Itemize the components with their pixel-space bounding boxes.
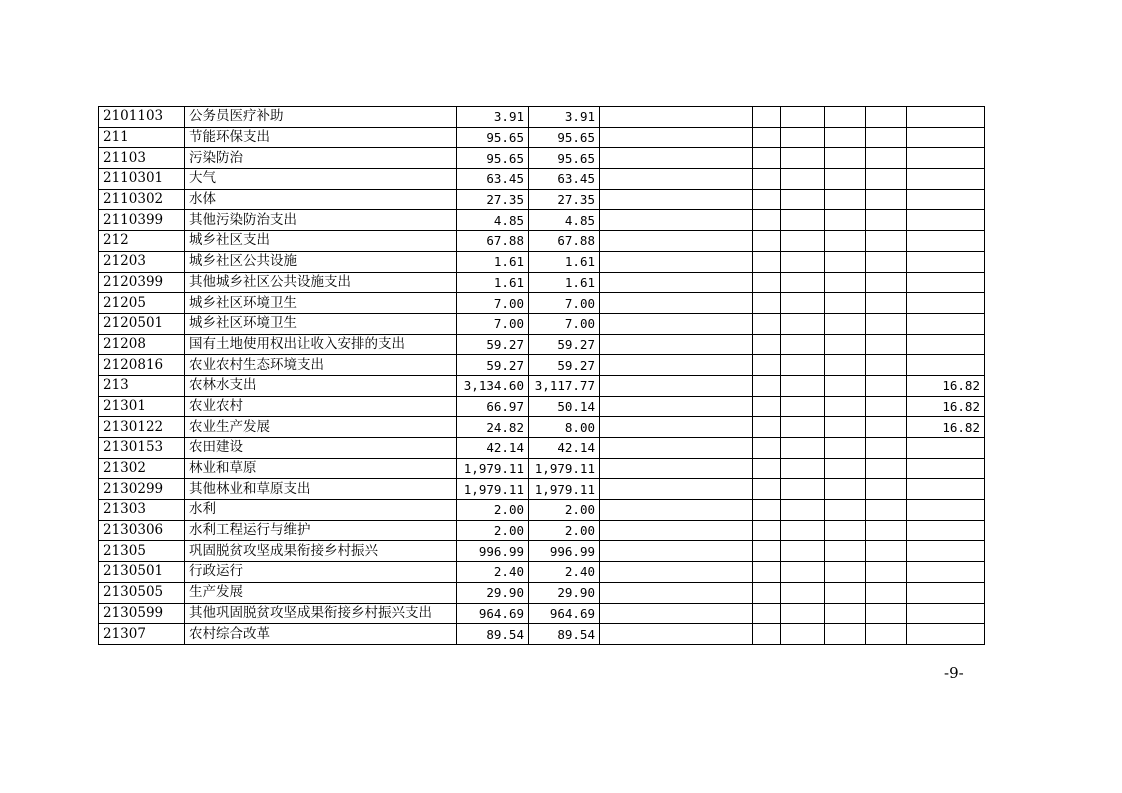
total-cell: 29.90 <box>457 582 529 603</box>
empty-cell <box>866 458 907 479</box>
name-cell: 城乡社区公共设施 <box>185 251 457 272</box>
table-row <box>99 582 985 603</box>
name-cell: 农业农村生态环境支出 <box>185 355 457 376</box>
empty-cell <box>866 541 907 562</box>
basic-cell: 63.45 <box>529 169 600 190</box>
name-cell: 国有土地使用权出让收入安排的支出 <box>185 334 457 355</box>
name-cell: 节能环保支出 <box>185 127 457 148</box>
empty-cell <box>866 375 907 396</box>
empty-cell <box>600 272 753 293</box>
empty-cell <box>866 189 907 210</box>
code-cell: 21305 <box>99 541 185 562</box>
empty-cell <box>753 169 781 190</box>
basic-cell: 27.35 <box>529 189 600 210</box>
other-cell: 16.82 <box>907 396 985 417</box>
empty-cell <box>866 272 907 293</box>
empty-cell <box>825 458 866 479</box>
empty-cell <box>753 189 781 210</box>
empty-cell <box>600 334 753 355</box>
total-cell: 7.00 <box>457 313 529 334</box>
basic-cell: 7.00 <box>529 313 600 334</box>
total-cell: 964.69 <box>457 603 529 624</box>
other-cell <box>907 500 985 521</box>
empty-cell <box>753 148 781 169</box>
total-cell: 59.27 <box>457 355 529 376</box>
total-cell: 3.91 <box>457 107 529 128</box>
empty-cell <box>600 500 753 521</box>
total-cell: 27.35 <box>457 189 529 210</box>
other-cell <box>907 251 985 272</box>
other-cell <box>907 169 985 190</box>
empty-cell <box>781 541 825 562</box>
basic-cell: 29.90 <box>529 582 600 603</box>
empty-cell <box>753 127 781 148</box>
basic-cell: 1,979.11 <box>529 458 600 479</box>
table-row <box>99 355 985 376</box>
empty-cell <box>600 355 753 376</box>
other-cell <box>907 438 985 459</box>
empty-cell <box>781 355 825 376</box>
basic-cell: 59.27 <box>529 334 600 355</box>
empty-cell <box>866 148 907 169</box>
code-cell: 2120399 <box>99 272 185 293</box>
empty-cell <box>825 582 866 603</box>
total-cell: 24.82 <box>457 417 529 438</box>
empty-cell <box>825 500 866 521</box>
table-row <box>99 479 985 500</box>
code-cell: 2110399 <box>99 210 185 231</box>
basic-cell: 1.61 <box>529 272 600 293</box>
empty-cell <box>825 251 866 272</box>
total-cell: 95.65 <box>457 127 529 148</box>
name-cell: 行政运行 <box>185 562 457 583</box>
name-cell: 生产发展 <box>185 582 457 603</box>
other-cell <box>907 127 985 148</box>
empty-cell <box>600 603 753 624</box>
code-cell: 2130501 <box>99 562 185 583</box>
total-cell: 1,979.11 <box>457 479 529 500</box>
budget-table <box>98 106 985 645</box>
table-row <box>99 231 985 252</box>
total-cell: 42.14 <box>457 438 529 459</box>
code-cell: 21103 <box>99 148 185 169</box>
name-cell: 林业和草原 <box>185 458 457 479</box>
other-cell <box>907 355 985 376</box>
total-cell: 4.85 <box>457 210 529 231</box>
table-body <box>99 107 985 645</box>
empty-cell <box>753 603 781 624</box>
basic-cell: 7.00 <box>529 293 600 314</box>
name-cell: 其他城乡社区公共设施支出 <box>185 272 457 293</box>
table-row <box>99 458 985 479</box>
total-cell: 95.65 <box>457 148 529 169</box>
code-cell: 2120816 <box>99 355 185 376</box>
empty-cell <box>825 210 866 231</box>
other-cell <box>907 582 985 603</box>
empty-cell <box>753 520 781 541</box>
empty-cell <box>781 189 825 210</box>
empty-cell <box>753 293 781 314</box>
basic-cell: 1,979.11 <box>529 479 600 500</box>
empty-cell <box>825 189 866 210</box>
other-cell <box>907 624 985 645</box>
empty-cell <box>781 417 825 438</box>
basic-cell: 4.85 <box>529 210 600 231</box>
empty-cell <box>781 624 825 645</box>
table-row <box>99 562 985 583</box>
other-cell <box>907 107 985 128</box>
empty-cell <box>825 438 866 459</box>
empty-cell <box>781 251 825 272</box>
code-cell: 21307 <box>99 624 185 645</box>
empty-cell <box>753 313 781 334</box>
empty-cell <box>781 169 825 190</box>
basic-cell: 95.65 <box>529 148 600 169</box>
total-cell: 3,134.60 <box>457 375 529 396</box>
table-row <box>99 272 985 293</box>
empty-cell <box>866 603 907 624</box>
empty-cell <box>825 334 866 355</box>
empty-cell <box>781 396 825 417</box>
basic-cell: 2.00 <box>529 500 600 521</box>
empty-cell <box>781 582 825 603</box>
empty-cell <box>753 375 781 396</box>
empty-cell <box>825 624 866 645</box>
other-cell <box>907 313 985 334</box>
table-row <box>99 127 985 148</box>
total-cell: 1,979.11 <box>457 458 529 479</box>
table-row <box>99 500 985 521</box>
empty-cell <box>600 479 753 500</box>
empty-cell <box>781 458 825 479</box>
table-row <box>99 189 985 210</box>
total-cell: 67.88 <box>457 231 529 252</box>
empty-cell <box>866 582 907 603</box>
code-cell: 2130122 <box>99 417 185 438</box>
code-cell: 21301 <box>99 396 185 417</box>
empty-cell <box>600 396 753 417</box>
empty-cell <box>781 562 825 583</box>
empty-cell <box>825 313 866 334</box>
total-cell: 2.40 <box>457 562 529 583</box>
empty-cell <box>753 272 781 293</box>
table-row <box>99 169 985 190</box>
empty-cell <box>600 417 753 438</box>
empty-cell <box>866 520 907 541</box>
table-row <box>99 417 985 438</box>
empty-cell <box>753 479 781 500</box>
empty-cell <box>866 355 907 376</box>
empty-cell <box>825 169 866 190</box>
basic-cell: 2.40 <box>529 562 600 583</box>
other-cell <box>907 272 985 293</box>
total-cell: 2.00 <box>457 520 529 541</box>
empty-cell <box>866 562 907 583</box>
name-cell: 城乡社区环境卫生 <box>185 293 457 314</box>
name-cell: 农业农村 <box>185 396 457 417</box>
code-cell: 2110302 <box>99 189 185 210</box>
empty-cell <box>753 562 781 583</box>
empty-cell <box>781 479 825 500</box>
total-cell: 996.99 <box>457 541 529 562</box>
other-cell <box>907 520 985 541</box>
code-cell: 212 <box>99 231 185 252</box>
empty-cell <box>600 169 753 190</box>
name-cell: 水体 <box>185 189 457 210</box>
empty-cell <box>825 107 866 128</box>
empty-cell <box>600 210 753 231</box>
other-cell: 16.82 <box>907 417 985 438</box>
empty-cell <box>753 334 781 355</box>
total-cell: 89.54 <box>457 624 529 645</box>
empty-cell <box>866 313 907 334</box>
empty-cell <box>825 127 866 148</box>
code-cell: 21303 <box>99 500 185 521</box>
table-row <box>99 334 985 355</box>
empty-cell <box>825 355 866 376</box>
empty-cell <box>600 148 753 169</box>
code-cell: 2101103 <box>99 107 185 128</box>
empty-cell <box>781 500 825 521</box>
empty-cell <box>825 375 866 396</box>
code-cell: 21205 <box>99 293 185 314</box>
basic-cell: 1.61 <box>529 251 600 272</box>
empty-cell <box>781 148 825 169</box>
empty-cell <box>866 231 907 252</box>
other-cell <box>907 189 985 210</box>
empty-cell <box>866 210 907 231</box>
basic-cell: 95.65 <box>529 127 600 148</box>
code-cell: 2120501 <box>99 313 185 334</box>
code-cell: 213 <box>99 375 185 396</box>
empty-cell <box>825 603 866 624</box>
basic-cell: 3,117.77 <box>529 375 600 396</box>
empty-cell <box>781 107 825 128</box>
empty-cell <box>866 396 907 417</box>
empty-cell <box>866 438 907 459</box>
empty-cell <box>781 231 825 252</box>
name-cell: 巩固脱贫攻坚成果衔接乡村振兴 <box>185 541 457 562</box>
basic-cell: 996.99 <box>529 541 600 562</box>
empty-cell <box>600 251 753 272</box>
empty-cell <box>753 541 781 562</box>
basic-cell: 964.69 <box>529 603 600 624</box>
name-cell: 污染防治 <box>185 148 457 169</box>
empty-cell <box>600 313 753 334</box>
page-number: -9- <box>944 664 964 682</box>
total-cell: 63.45 <box>457 169 529 190</box>
empty-cell <box>781 210 825 231</box>
name-cell: 农业生产发展 <box>185 417 457 438</box>
code-cell: 2130299 <box>99 479 185 500</box>
empty-cell <box>866 107 907 128</box>
empty-cell <box>753 210 781 231</box>
empty-cell <box>753 582 781 603</box>
other-cell <box>907 148 985 169</box>
empty-cell <box>753 417 781 438</box>
table-row <box>99 603 985 624</box>
basic-cell: 50.14 <box>529 396 600 417</box>
empty-cell <box>866 500 907 521</box>
empty-cell <box>753 500 781 521</box>
name-cell: 其他林业和草原支出 <box>185 479 457 500</box>
code-cell: 21208 <box>99 334 185 355</box>
name-cell: 城乡社区支出 <box>185 231 457 252</box>
other-cell <box>907 603 985 624</box>
other-cell: 16.82 <box>907 375 985 396</box>
empty-cell <box>866 479 907 500</box>
empty-cell <box>825 541 866 562</box>
name-cell: 农田建设 <box>185 438 457 459</box>
empty-cell <box>600 189 753 210</box>
empty-cell <box>753 438 781 459</box>
empty-cell <box>600 624 753 645</box>
empty-cell <box>753 458 781 479</box>
code-cell: 21302 <box>99 458 185 479</box>
empty-cell <box>781 438 825 459</box>
table-row <box>99 148 985 169</box>
empty-cell <box>866 624 907 645</box>
empty-cell <box>825 520 866 541</box>
other-cell <box>907 210 985 231</box>
empty-cell <box>600 458 753 479</box>
code-cell: 2130505 <box>99 582 185 603</box>
empty-cell <box>600 582 753 603</box>
empty-cell <box>753 396 781 417</box>
total-cell: 66.97 <box>457 396 529 417</box>
name-cell: 水利 <box>185 500 457 521</box>
empty-cell <box>781 127 825 148</box>
table-row <box>99 375 985 396</box>
empty-cell <box>825 417 866 438</box>
table-row <box>99 107 985 128</box>
empty-cell <box>600 107 753 128</box>
table-row <box>99 210 985 231</box>
other-cell <box>907 334 985 355</box>
other-cell <box>907 293 985 314</box>
empty-cell <box>781 334 825 355</box>
table-row <box>99 251 985 272</box>
empty-cell <box>600 520 753 541</box>
name-cell: 农村综合改革 <box>185 624 457 645</box>
table-row <box>99 313 985 334</box>
name-cell: 其他污染防治支出 <box>185 210 457 231</box>
basic-cell: 42.14 <box>529 438 600 459</box>
empty-cell <box>600 231 753 252</box>
other-cell <box>907 541 985 562</box>
name-cell: 水利工程运行与维护 <box>185 520 457 541</box>
empty-cell <box>600 293 753 314</box>
empty-cell <box>825 479 866 500</box>
basic-cell: 8.00 <box>529 417 600 438</box>
name-cell: 城乡社区环境卫生 <box>185 313 457 334</box>
code-cell: 2130306 <box>99 520 185 541</box>
empty-cell <box>866 334 907 355</box>
total-cell: 59.27 <box>457 334 529 355</box>
basic-cell: 59.27 <box>529 355 600 376</box>
empty-cell <box>781 313 825 334</box>
code-cell: 2130599 <box>99 603 185 624</box>
name-cell: 其他巩固脱贫攻坚成果衔接乡村振兴支出 <box>185 603 457 624</box>
empty-cell <box>600 438 753 459</box>
total-cell: 1.61 <box>457 272 529 293</box>
other-cell <box>907 562 985 583</box>
empty-cell <box>866 169 907 190</box>
table-row <box>99 438 985 459</box>
empty-cell <box>781 603 825 624</box>
empty-cell <box>753 355 781 376</box>
name-cell: 大气 <box>185 169 457 190</box>
empty-cell <box>866 251 907 272</box>
table-row <box>99 520 985 541</box>
empty-cell <box>825 293 866 314</box>
other-cell <box>907 458 985 479</box>
empty-cell <box>825 231 866 252</box>
empty-cell <box>866 417 907 438</box>
empty-cell <box>600 541 753 562</box>
empty-cell <box>781 293 825 314</box>
empty-cell <box>825 396 866 417</box>
basic-cell: 2.00 <box>529 520 600 541</box>
code-cell: 2130153 <box>99 438 185 459</box>
other-cell <box>907 231 985 252</box>
basic-cell: 3.91 <box>529 107 600 128</box>
code-cell: 21203 <box>99 251 185 272</box>
total-cell: 2.00 <box>457 500 529 521</box>
empty-cell <box>753 231 781 252</box>
other-cell <box>907 479 985 500</box>
table-row <box>99 541 985 562</box>
code-cell: 211 <box>99 127 185 148</box>
table-row <box>99 293 985 314</box>
name-cell: 农林水支出 <box>185 375 457 396</box>
total-cell: 1.61 <box>457 251 529 272</box>
empty-cell <box>753 107 781 128</box>
empty-cell <box>600 375 753 396</box>
empty-cell <box>600 562 753 583</box>
empty-cell <box>781 520 825 541</box>
empty-cell <box>825 272 866 293</box>
code-cell: 2110301 <box>99 169 185 190</box>
empty-cell <box>825 562 866 583</box>
empty-cell <box>825 148 866 169</box>
empty-cell <box>781 375 825 396</box>
table-row <box>99 624 985 645</box>
basic-cell: 67.88 <box>529 231 600 252</box>
empty-cell <box>753 251 781 272</box>
empty-cell <box>866 127 907 148</box>
table-row <box>99 396 985 417</box>
empty-cell <box>753 624 781 645</box>
total-cell: 7.00 <box>457 293 529 314</box>
empty-cell <box>866 293 907 314</box>
name-cell: 公务员医疗补助 <box>185 107 457 128</box>
basic-cell: 89.54 <box>529 624 600 645</box>
empty-cell <box>600 127 753 148</box>
empty-cell <box>781 272 825 293</box>
